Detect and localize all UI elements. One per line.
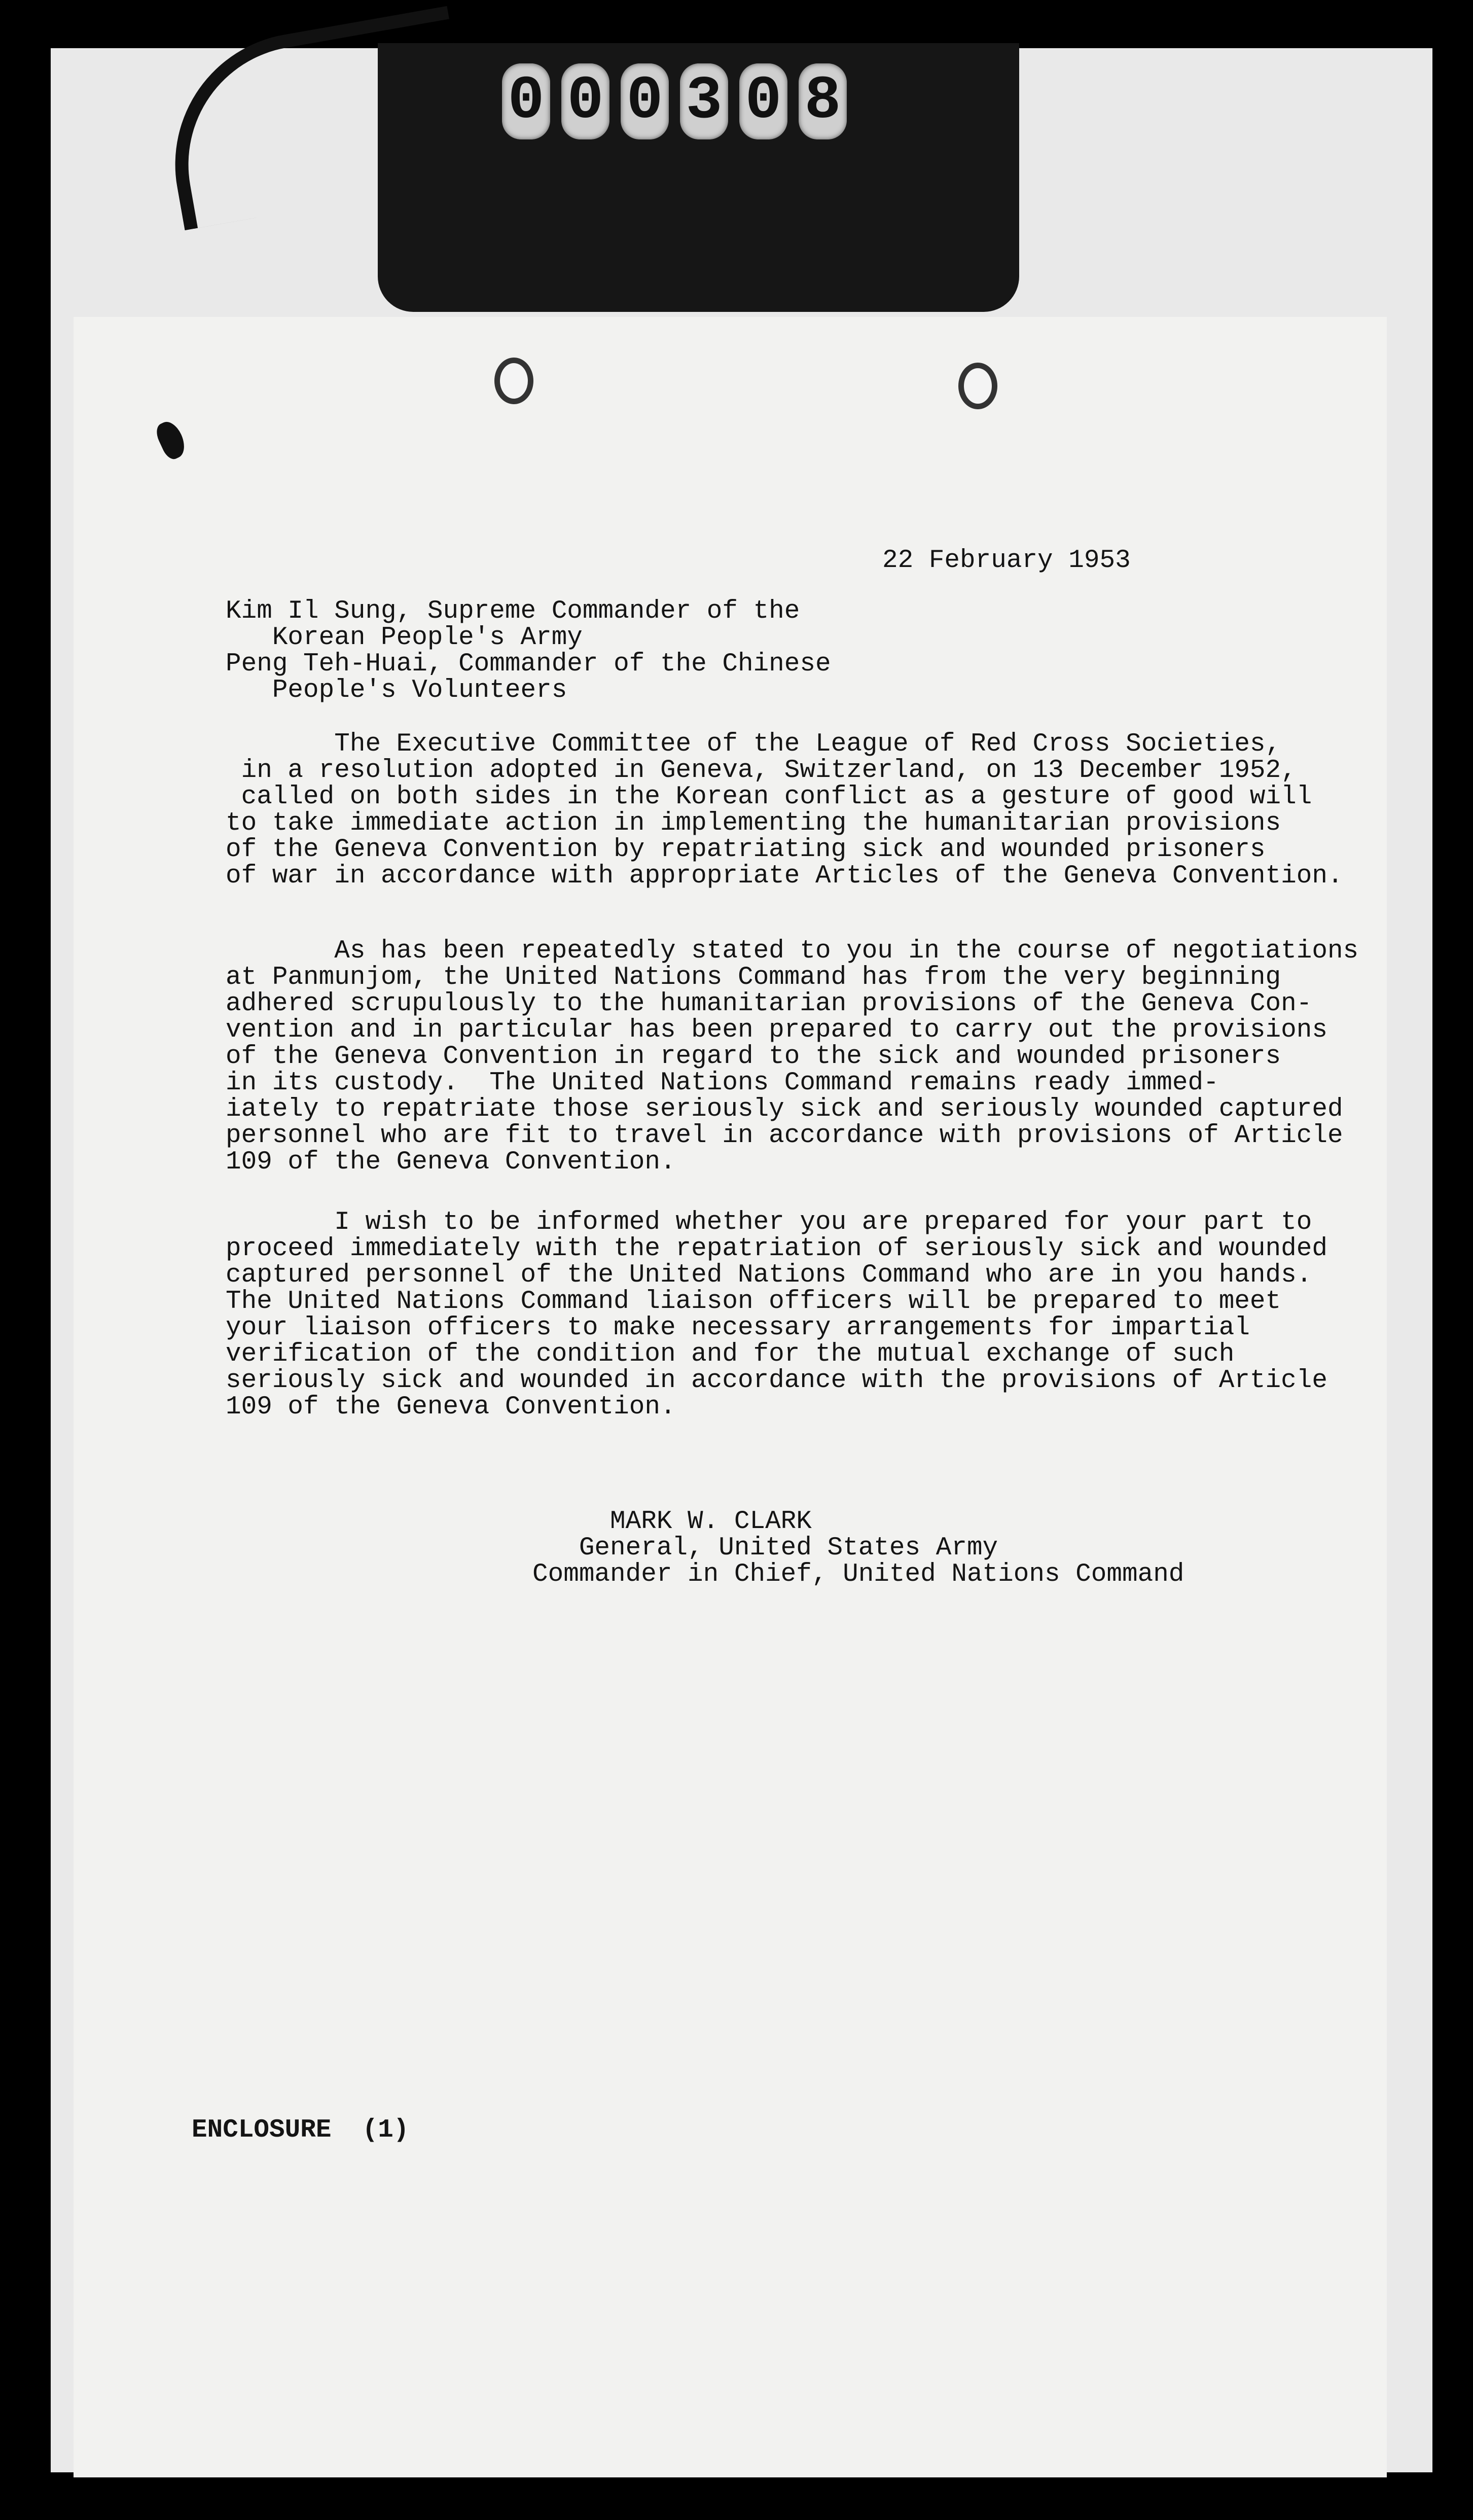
letter-page xyxy=(74,317,1387,2477)
text-line: of war in accordance with appropriate Articles of the Geneva Convention. xyxy=(226,862,1343,891)
address-line: Korean People's Army xyxy=(226,623,583,652)
letter-date: 22 February 1953 xyxy=(882,546,1131,575)
address-line: Kim Il Sung, Supreme Commander of the xyxy=(226,597,800,626)
signature-line: MARK W. CLARK xyxy=(532,1507,812,1536)
text-line: of the Geneva Convention in regard to the sick and wounded prisoners xyxy=(226,1042,1281,1071)
text-line: verification of the condition and for the mutual exchange of such xyxy=(226,1340,1235,1369)
text-line: vention and in particular has been prepared to carry out the provisions xyxy=(226,1016,1327,1045)
punch-hole xyxy=(494,358,533,404)
text-line: The United Nations Command liaison officers will be prepared to meet xyxy=(226,1287,1281,1316)
ink-smudge xyxy=(153,418,189,462)
punch-hole xyxy=(958,363,997,409)
text-line: seriously sick and wounded in accordance with the provisions of Article xyxy=(226,1366,1327,1395)
text-line: in a resolution adopted in Geneva, Switzerland, on 13 December 1952, xyxy=(226,756,1297,785)
counter-digit: 8 xyxy=(799,63,847,139)
text-line: The Executive Committee of the League of Red Cross Societies, xyxy=(226,730,1281,759)
text-line: at Panmunjom, the United Nations Command has from the very beginning xyxy=(226,963,1281,992)
signature-line: Commander in Chief, United Nations Command xyxy=(532,1560,1184,1589)
text-line: to take immediate action in implementing the humanitarian provisions xyxy=(226,809,1281,838)
text-line: of the Geneva Convention by repatriating sick and wounded prisoners xyxy=(226,835,1266,864)
address-line: Peng Teh-Huai, Commander of the Chinese xyxy=(226,650,831,679)
signature-line: General, United States Army xyxy=(532,1534,998,1563)
address-block xyxy=(226,598,831,704)
frame-counter xyxy=(502,63,847,139)
text-line: proceed immediately with the repatriation of seriously sick and wounded xyxy=(226,1234,1327,1263)
enclosure-label: ENCLOSURE (1) xyxy=(192,2116,409,2145)
counter-digit: 0 xyxy=(502,63,550,139)
text-line: I wish to be informed whether you are prepared for your part to xyxy=(226,1208,1312,1237)
counter-digit: 0 xyxy=(739,63,787,139)
paragraph-3 xyxy=(226,1210,1327,1421)
address-line: People's Volunteers xyxy=(226,676,567,705)
counter-digit: 0 xyxy=(561,63,609,139)
text-line: captured personnel of the United Nations Command who are in you hands. xyxy=(226,1261,1312,1290)
text-line: called on both sides in the Korean conflict as a gesture of good will xyxy=(226,783,1312,811)
signature-block xyxy=(532,1509,1184,1588)
text-line: 109 of the Geneva Convention. xyxy=(226,1148,676,1177)
text-line: iately to repatriate those seriously sick and seriously wounded captured xyxy=(226,1095,1343,1124)
text-line: adhered scrupulously to the humanitarian provisions of the Geneva Con- xyxy=(226,989,1312,1018)
paragraph-2 xyxy=(226,938,1358,1176)
text-line: As has been repeatedly stated to you in the course of negotiations xyxy=(226,937,1359,966)
text-line: your liaison officers to make necessary arrangements for impartial xyxy=(226,1314,1250,1342)
counter-digit: 0 xyxy=(621,63,669,139)
text-line: in its custody. The United Nations Command remains ready immed- xyxy=(226,1069,1219,1097)
paragraph-1 xyxy=(226,731,1343,890)
text-line: 109 of the Geneva Convention. xyxy=(226,1393,676,1422)
text-line: personnel who are fit to travel in accordance with provisions of Article xyxy=(226,1121,1343,1150)
counter-digit: 3 xyxy=(680,63,728,139)
